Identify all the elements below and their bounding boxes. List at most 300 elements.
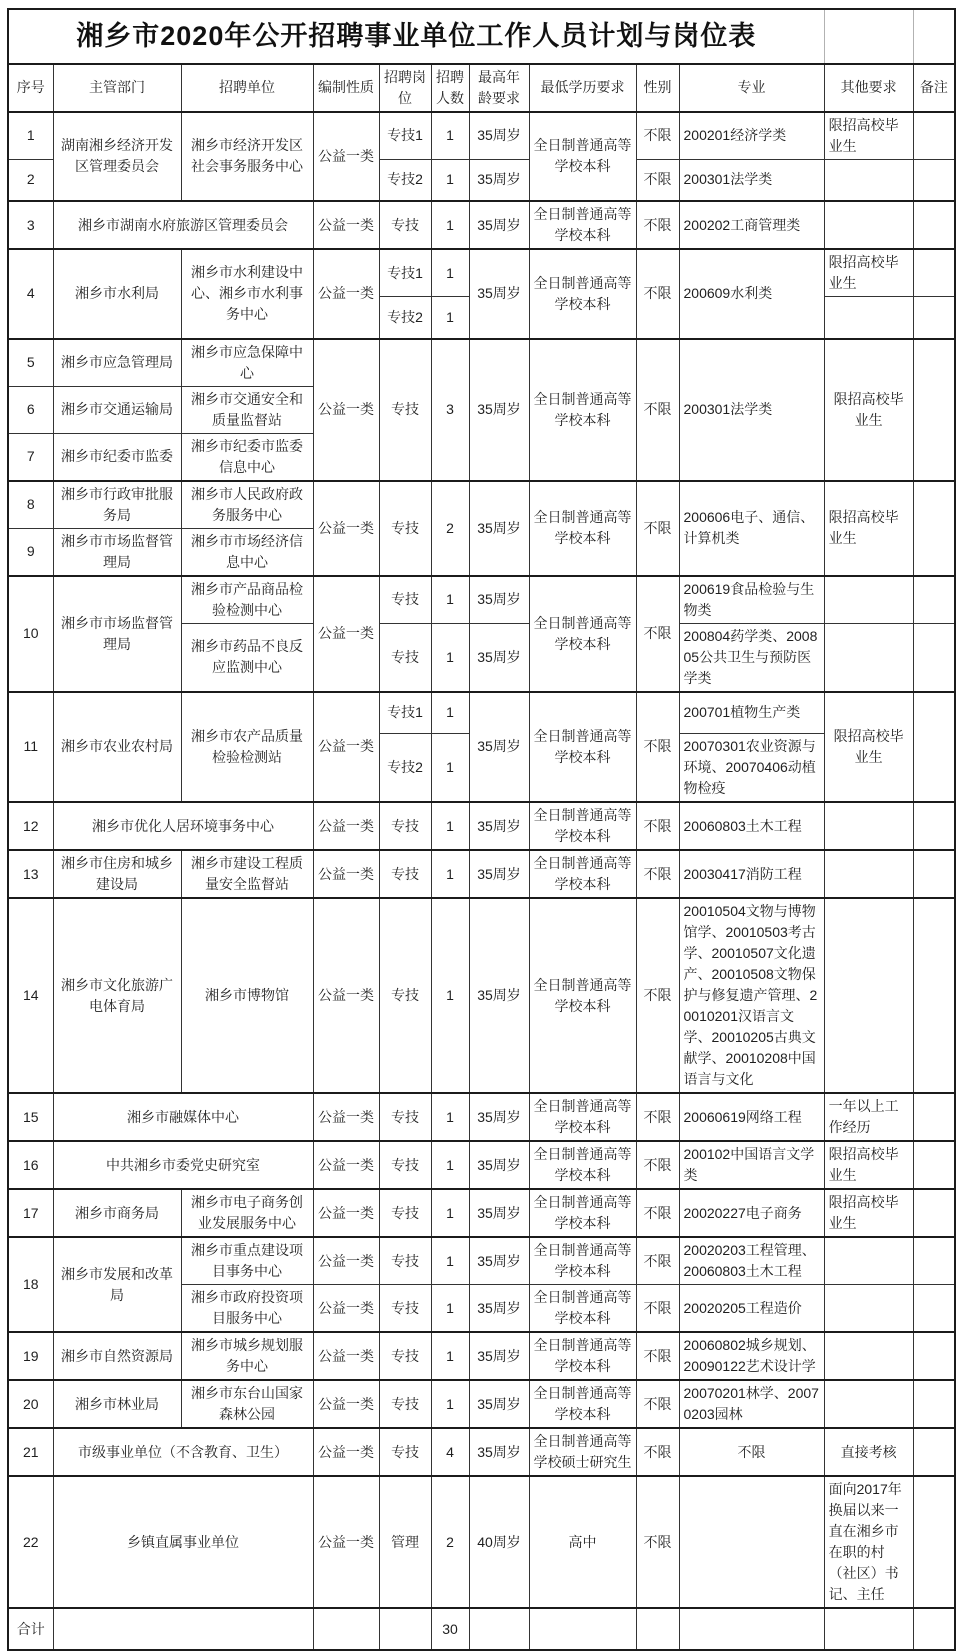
major-cell: 20060802城乡规划、20090122艺术设计学 [679, 1332, 824, 1380]
column-header-remarks: 备注 [913, 64, 955, 112]
recruiting-unit-cell: 湘乡市产品商品检验检测中心 [181, 576, 313, 624]
major-cell: 200804药学类、200805公共卫生与预防医学类 [679, 623, 824, 692]
department-cell: 湘乡市商务局 [53, 1189, 181, 1237]
remarks-cell [913, 623, 955, 692]
gender-cell: 不限 [636, 1237, 679, 1285]
max-age-cell: 35周岁 [469, 1428, 529, 1476]
max-age-cell: 35周岁 [469, 481, 529, 576]
table-row [8, 112, 955, 160]
max-age-cell: 40周岁 [469, 1476, 529, 1608]
min-education-cell: 全日制普通高等学校硕士研究生 [529, 1428, 636, 1476]
serial-cell: 15 [8, 1093, 53, 1141]
max-age-cell: 35周岁 [469, 692, 529, 803]
department-cell: 湘乡市发展和改革局 [53, 1237, 181, 1332]
table-row [8, 692, 955, 734]
max-age-cell: 35周岁 [469, 1189, 529, 1237]
headcount-cell: 1 [431, 159, 469, 201]
serial-cell: 16 [8, 1141, 53, 1189]
remarks-cell [913, 1428, 955, 1476]
remarks-cell [913, 112, 955, 160]
establishment-type-cell: 公益一类 [313, 249, 379, 339]
major-cell: 200619食品检验与生物类 [679, 576, 824, 624]
establishment-type-cell [313, 1608, 379, 1650]
establishment-type-cell: 公益一类 [313, 1189, 379, 1237]
major-cell: 200202工商管理类 [679, 201, 824, 249]
department-cell: 湘乡市水利局 [53, 249, 181, 339]
remarks-cell [913, 297, 955, 339]
gender-cell: 不限 [636, 1189, 679, 1237]
table-row [8, 802, 955, 850]
serial-cell: 11 [8, 692, 53, 803]
min-education-cell: 全日制普通高等学校本科 [529, 1093, 636, 1141]
major-cell: 20030417消防工程 [679, 850, 824, 898]
establishment-type-cell: 公益一类 [313, 802, 379, 850]
recruiting-unit-cell: 湘乡市农产品质量检验检测站 [181, 692, 313, 803]
establishment-type-cell: 公益一类 [313, 339, 379, 481]
establishment-type-cell: 公益一类 [313, 1141, 379, 1189]
remarks-cell [913, 1608, 955, 1650]
max-age-cell [469, 1608, 529, 1650]
gender-cell: 不限 [636, 850, 679, 898]
establishment-type-cell: 公益一类 [313, 1093, 379, 1141]
recruiting-unit-cell: 湘乡市纪委市监委信息中心 [181, 433, 313, 481]
recruiting-unit-cell: 湘乡市水利建设中心、湘乡市水利事务中心 [181, 249, 313, 339]
remarks-cell [913, 339, 955, 481]
max-age-cell: 35周岁 [469, 1285, 529, 1333]
recruitment-table [7, 8, 956, 1651]
other-requirements-cell [824, 898, 913, 1093]
department-cell: 湘乡市纪委市监委 [53, 433, 181, 481]
other-requirements-cell [824, 623, 913, 692]
position-cell: 专技 [379, 1428, 431, 1476]
min-education-cell: 全日制普通高等学校本科 [529, 1332, 636, 1380]
max-age-cell: 35周岁 [469, 576, 529, 624]
serial-cell: 3 [8, 201, 53, 249]
headcount-cell: 1 [431, 1093, 469, 1141]
gender-cell: 不限 [636, 802, 679, 850]
remarks-cell [913, 1093, 955, 1141]
department-cell: 湘乡市农业农村局 [53, 692, 181, 803]
department-cell: 湘乡市市场监督管理局 [53, 528, 181, 576]
min-education-cell: 全日制普通高等学校本科 [529, 692, 636, 803]
gender-cell: 不限 [636, 1141, 679, 1189]
major-cell: 200606电子、通信、计算机类 [679, 481, 824, 576]
max-age-cell: 35周岁 [469, 1093, 529, 1141]
other-requirements-cell: 限招高校毕业生 [824, 112, 913, 160]
major-cell: 20020203工程管理、20060803土木工程 [679, 1237, 824, 1285]
major-cell: 20020205工程造价 [679, 1285, 824, 1333]
recruiting-unit-cell: 湘乡市应急保障中心 [181, 339, 313, 387]
position-cell: 专技 [379, 1093, 431, 1141]
gender-cell: 不限 [636, 692, 679, 803]
recruiting-unit-cell: 湘乡市交通安全和质量监督站 [181, 386, 313, 433]
recruiting-unit-cell: 湘乡市城乡规划服务中心 [181, 1332, 313, 1380]
max-age-cell: 35周岁 [469, 1141, 529, 1189]
department-cell: 湘乡市融媒体中心 [53, 1093, 313, 1141]
min-education-cell: 全日制普通高等学校本科 [529, 576, 636, 692]
serial-cell: 13 [8, 850, 53, 898]
other-requirements-cell [824, 576, 913, 624]
recruiting-unit-cell: 湘乡市建设工程质量安全监督站 [181, 850, 313, 898]
table-row [8, 898, 955, 1093]
department-cell: 湘乡市市场监督管理局 [53, 576, 181, 692]
remarks-cell [913, 1141, 955, 1189]
serial-cell: 合计 [8, 1608, 53, 1650]
max-age-cell: 35周岁 [469, 249, 529, 339]
major-cell: 20010504文物与博物馆学、20010503考古学、20010507文化遗产、20010508文物保护与修复遗产管理、20010201汉语言文学、20010205古典文献学、20010208中国语言与文化 [679, 898, 824, 1093]
max-age-cell: 35周岁 [469, 802, 529, 850]
position-cell: 专技2 [379, 159, 431, 201]
gender-cell: 不限 [636, 898, 679, 1093]
table-row [8, 1380, 955, 1428]
min-education-cell: 全日制普通高等学校本科 [529, 1189, 636, 1237]
max-age-cell: 35周岁 [469, 339, 529, 481]
min-education-cell: 全日制普通高等学校本科 [529, 1237, 636, 1285]
headcount-cell: 1 [431, 734, 469, 803]
remarks-cell [913, 1332, 955, 1380]
establishment-type-cell: 公益一类 [313, 576, 379, 692]
major-cell: 20060619网络工程 [679, 1093, 824, 1141]
serial-cell: 6 [8, 386, 53, 433]
headcount-cell: 1 [431, 1332, 469, 1380]
remarks-cell [913, 481, 955, 576]
headcount-cell: 1 [431, 1380, 469, 1428]
position-cell: 专技 [379, 898, 431, 1093]
column-header-position: 招聘岗位 [379, 64, 431, 112]
remarks-cell [913, 1189, 955, 1237]
other-requirements-cell [824, 1608, 913, 1650]
remarks-cell [913, 1237, 955, 1285]
serial-cell: 2 [8, 159, 53, 201]
other-requirements-cell: 限招高校毕业生 [824, 692, 913, 803]
position-cell [379, 1608, 431, 1650]
headcount-cell: 2 [431, 1476, 469, 1608]
serial-cell: 12 [8, 802, 53, 850]
headcount-cell: 1 [431, 249, 469, 297]
department-cell: 市级事业单位（不含教育、卫生） [53, 1428, 313, 1476]
establishment-type-cell: 公益一类 [313, 201, 379, 249]
establishment-type-cell: 公益一类 [313, 1237, 379, 1285]
other-requirements-cell: 直接考核 [824, 1428, 913, 1476]
max-age-cell: 35周岁 [469, 1380, 529, 1428]
gender-cell: 不限 [636, 1380, 679, 1428]
remarks-cell [913, 802, 955, 850]
recruiting-unit-cell: 湘乡市市场经济信息中心 [181, 528, 313, 576]
gender-cell: 不限 [636, 159, 679, 201]
major-cell: 200701植物生产类 [679, 692, 824, 734]
remarks-cell [913, 159, 955, 201]
department-cell: 中共湘乡市委党史研究室 [53, 1141, 313, 1189]
serial-cell: 1 [8, 112, 53, 160]
recruiting-unit-cell: 湘乡市东台山国家森林公园 [181, 1380, 313, 1428]
establishment-type-cell: 公益一类 [313, 112, 379, 202]
headcount-cell: 3 [431, 339, 469, 481]
serial-cell: 5 [8, 339, 53, 387]
min-education-cell: 全日制普通高等学校本科 [529, 481, 636, 576]
min-education-cell: 全日制普通高等学校本科 [529, 1380, 636, 1428]
gender-cell: 不限 [636, 1332, 679, 1380]
serial-cell: 7 [8, 433, 53, 481]
major-cell: 20060803土木工程 [679, 802, 824, 850]
serial-cell: 14 [8, 898, 53, 1093]
major-cell: 200301法学类 [679, 339, 824, 481]
position-cell: 专技 [379, 1285, 431, 1333]
headcount-cell: 1 [431, 576, 469, 624]
remarks-cell [913, 1285, 955, 1333]
serial-cell: 19 [8, 1332, 53, 1380]
recruiting-unit-cell: 湘乡市博物馆 [181, 898, 313, 1093]
headcount-cell: 1 [431, 850, 469, 898]
serial-cell: 8 [8, 481, 53, 529]
other-requirements-cell [824, 297, 913, 339]
headcount-cell: 1 [431, 201, 469, 249]
column-header-other-requirements: 其他要求 [824, 64, 913, 112]
department-cell [53, 1608, 313, 1650]
title-spacer-other-requirements [824, 9, 913, 64]
document-page [7, 8, 955, 1651]
department-cell: 湘乡市林业局 [53, 1380, 181, 1428]
major-cell: 20020227电子商务 [679, 1189, 824, 1237]
other-requirements-cell [824, 1237, 913, 1285]
position-cell: 专技 [379, 576, 431, 624]
gender-cell: 不限 [636, 249, 679, 339]
min-education-cell: 全日制普通高等学校本科 [529, 1141, 636, 1189]
gender-cell: 不限 [636, 339, 679, 481]
serial-cell: 10 [8, 576, 53, 692]
remarks-cell [913, 898, 955, 1093]
establishment-type-cell: 公益一类 [313, 1380, 379, 1428]
establishment-type-cell: 公益一类 [313, 1476, 379, 1608]
other-requirements-cell [824, 1332, 913, 1380]
position-cell: 专技 [379, 481, 431, 576]
position-cell: 专技1 [379, 112, 431, 160]
position-cell: 专技 [379, 623, 431, 692]
table-row [8, 481, 955, 529]
other-requirements-cell [824, 802, 913, 850]
other-requirements-cell: 限招高校毕业生 [824, 249, 913, 297]
table-row [8, 1141, 955, 1189]
position-cell: 专技 [379, 1141, 431, 1189]
headcount-cell: 4 [431, 1428, 469, 1476]
table-row [8, 1093, 955, 1141]
column-header-gender: 性别 [636, 64, 679, 112]
title-row [8, 9, 955, 64]
establishment-type-cell: 公益一类 [313, 1332, 379, 1380]
gender-cell: 不限 [636, 201, 679, 249]
headcount-cell: 1 [431, 623, 469, 692]
column-header-serial: 序号 [8, 64, 53, 112]
gender-cell: 不限 [636, 481, 679, 576]
establishment-type-cell: 公益一类 [313, 1428, 379, 1476]
gender-cell: 不限 [636, 112, 679, 160]
table-row [8, 1476, 955, 1608]
gender-cell: 不限 [636, 1428, 679, 1476]
major-cell: 200609水利类 [679, 249, 824, 339]
position-cell: 专技 [379, 850, 431, 898]
major-cell: 200301法学类 [679, 159, 824, 201]
department-cell: 湘乡市住房和城乡建设局 [53, 850, 181, 898]
table-row [8, 850, 955, 898]
establishment-type-cell: 公益一类 [313, 481, 379, 576]
remarks-cell [913, 692, 955, 803]
headcount-cell: 1 [431, 1141, 469, 1189]
max-age-cell: 35周岁 [469, 623, 529, 692]
max-age-cell: 35周岁 [469, 1237, 529, 1285]
table-row [8, 1428, 955, 1476]
min-education-cell: 全日制普通高等学校本科 [529, 201, 636, 249]
position-cell: 管理 [379, 1476, 431, 1608]
major-cell: 200102中国语言文学类 [679, 1141, 824, 1189]
remarks-cell [913, 850, 955, 898]
min-education-cell: 全日制普通高等学校本科 [529, 339, 636, 481]
serial-cell: 21 [8, 1428, 53, 1476]
headcount-cell: 30 [431, 1608, 469, 1650]
column-header-department: 主管部门 [53, 64, 181, 112]
position-cell: 专技 [379, 339, 431, 481]
department-cell: 湘乡市应急管理局 [53, 339, 181, 387]
gender-cell: 不限 [636, 576, 679, 692]
department-cell: 湘乡市交通运输局 [53, 386, 181, 433]
other-requirements-cell: 面向2017年换届以来一直在湘乡市在职的村（社区）书记、主任 [824, 1476, 913, 1608]
major-cell: 20070301农业资源与环境、20070406动植物检疫 [679, 734, 824, 803]
department-cell: 乡镇直属事业单位 [53, 1476, 313, 1608]
serial-cell: 4 [8, 249, 53, 339]
table-row [8, 1332, 955, 1380]
establishment-type-cell: 公益一类 [313, 850, 379, 898]
recruiting-unit-cell: 湘乡市药品不良反应监测中心 [181, 623, 313, 692]
other-requirements-cell: 限招高校毕业生 [824, 1141, 913, 1189]
department-cell: 湖南湘乡经济开发区管理委员会 [53, 112, 181, 202]
column-header-min-education: 最低学历要求 [529, 64, 636, 112]
page-title: 湘乡市2020年公开招聘事业单位工作人员计划与岗位表 [8, 9, 824, 64]
table-row [8, 339, 955, 387]
serial-cell: 18 [8, 1237, 53, 1332]
min-education-cell: 全日制普通高等学校本科 [529, 249, 636, 339]
column-header-recruiting-unit: 招聘单位 [181, 64, 313, 112]
department-cell: 湘乡市行政审批服务局 [53, 481, 181, 529]
other-requirements-cell: 一年以上工作经历 [824, 1093, 913, 1141]
headcount-cell: 1 [431, 692, 469, 734]
header-row [8, 64, 955, 112]
recruiting-unit-cell: 湘乡市人民政府政务服务中心 [181, 481, 313, 529]
position-cell: 专技 [379, 1380, 431, 1428]
min-education-cell: 高中 [529, 1476, 636, 1608]
remarks-cell [913, 576, 955, 624]
gender-cell: 不限 [636, 1093, 679, 1141]
table-row [8, 576, 955, 624]
serial-cell: 22 [8, 1476, 53, 1608]
table-row [8, 1189, 955, 1237]
max-age-cell: 35周岁 [469, 112, 529, 160]
major-cell [679, 1476, 824, 1608]
establishment-type-cell: 公益一类 [313, 692, 379, 803]
serial-cell: 20 [8, 1380, 53, 1428]
recruiting-unit-cell: 湘乡市政府投资项目服务中心 [181, 1285, 313, 1333]
headcount-cell: 2 [431, 481, 469, 576]
position-cell: 专技2 [379, 297, 431, 339]
serial-cell: 17 [8, 1189, 53, 1237]
min-education-cell [529, 1608, 636, 1650]
headcount-cell: 1 [431, 1285, 469, 1333]
min-education-cell: 全日制普通高等学校本科 [529, 802, 636, 850]
major-cell: 200201经济学类 [679, 112, 824, 160]
min-education-cell: 全日制普通高等学校本科 [529, 898, 636, 1093]
headcount-cell: 1 [431, 1189, 469, 1237]
column-header-establishment-type: 编制性质 [313, 64, 379, 112]
establishment-type-cell: 公益一类 [313, 1285, 379, 1333]
remarks-cell [913, 249, 955, 297]
recruiting-unit-cell: 湘乡市电子商务创业发展服务中心 [181, 1189, 313, 1237]
max-age-cell: 35周岁 [469, 1332, 529, 1380]
column-header-max-age: 最高年龄要求 [469, 64, 529, 112]
position-cell: 专技 [379, 1189, 431, 1237]
gender-cell: 不限 [636, 1476, 679, 1608]
table-row [8, 201, 955, 249]
gender-cell [636, 1608, 679, 1650]
remarks-cell [913, 1380, 955, 1428]
min-education-cell: 全日制普通高等学校本科 [529, 850, 636, 898]
headcount-cell: 1 [431, 297, 469, 339]
department-cell: 湘乡市自然资源局 [53, 1332, 181, 1380]
headcount-cell: 1 [431, 112, 469, 160]
other-requirements-cell: 限招高校毕业生 [824, 339, 913, 481]
table-row [8, 249, 955, 297]
headcount-cell: 1 [431, 1237, 469, 1285]
establishment-type-cell: 公益一类 [313, 898, 379, 1093]
position-cell: 专技 [379, 1332, 431, 1380]
other-requirements-cell [824, 201, 913, 249]
headcount-cell: 1 [431, 898, 469, 1093]
other-requirements-cell [824, 1380, 913, 1428]
major-cell: 不限 [679, 1428, 824, 1476]
department-cell: 湘乡市优化人居环境事务中心 [53, 802, 313, 850]
other-requirements-cell [824, 1285, 913, 1333]
gender-cell: 不限 [636, 1285, 679, 1333]
position-cell: 专技1 [379, 692, 431, 734]
major-cell [679, 1608, 824, 1650]
serial-cell: 9 [8, 528, 53, 576]
min-education-cell: 全日制普通高等学校本科 [529, 1285, 636, 1333]
max-age-cell: 35周岁 [469, 201, 529, 249]
position-cell: 专技 [379, 1237, 431, 1285]
other-requirements-cell: 限招高校毕业生 [824, 1189, 913, 1237]
min-education-cell: 全日制普通高等学校本科 [529, 112, 636, 202]
recruiting-unit-cell: 湘乡市重点建设项目事务中心 [181, 1237, 313, 1285]
position-cell: 专技 [379, 201, 431, 249]
headcount-cell: 1 [431, 802, 469, 850]
recruiting-unit-cell: 湘乡市经济开发区社会事务服务中心 [181, 112, 313, 202]
other-requirements-cell [824, 159, 913, 201]
table-row [8, 1608, 955, 1650]
title-spacer-remarks [913, 9, 955, 64]
table-row [8, 1237, 955, 1285]
position-cell: 专技1 [379, 249, 431, 297]
max-age-cell: 35周岁 [469, 850, 529, 898]
column-header-headcount: 招聘人数 [431, 64, 469, 112]
max-age-cell: 35周岁 [469, 898, 529, 1093]
column-header-major: 专业 [679, 64, 824, 112]
position-cell: 专技 [379, 802, 431, 850]
department-cell: 湘乡市文化旅游广电体育局 [53, 898, 181, 1093]
other-requirements-cell: 限招高校毕业生 [824, 481, 913, 576]
other-requirements-cell [824, 850, 913, 898]
major-cell: 20070201林学、20070203园林 [679, 1380, 824, 1428]
department-cell: 湘乡市湖南水府旅游区管理委员会 [53, 201, 313, 249]
remarks-cell [913, 1476, 955, 1608]
position-cell: 专技2 [379, 734, 431, 803]
remarks-cell [913, 201, 955, 249]
max-age-cell: 35周岁 [469, 159, 529, 201]
